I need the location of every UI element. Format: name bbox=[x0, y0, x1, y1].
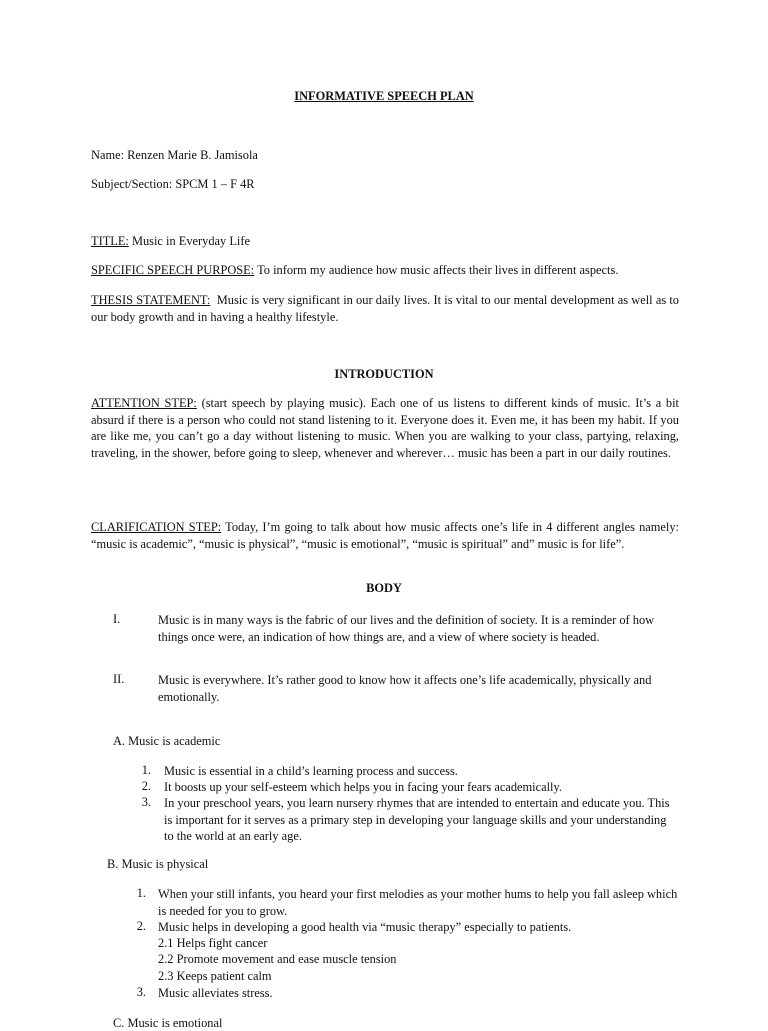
clarification-label: CLARIFICATION STEP: bbox=[91, 520, 222, 534]
attention-paragraph bbox=[91, 395, 679, 461]
body-point-text: Music is everywhere. It’s rather good to know how it affects one’s life academically, physically and emotionally. bbox=[158, 673, 652, 704]
sub-item-text: Helps fight cancer bbox=[176, 936, 268, 950]
attention-label: ATTENTION STEP: bbox=[91, 396, 197, 410]
body-point-number: II. bbox=[113, 672, 125, 686]
list-item-text: When your still infants, you heard your first melodies as your mother hums to help you fall asleep which is needed for you to grow. bbox=[158, 887, 678, 918]
sub-list-item bbox=[158, 952, 397, 967]
section-b-heading: B. Music is physical bbox=[107, 857, 209, 871]
list-item-text: Music helps in developing a good health via “music therapy” especially to patients. bbox=[158, 920, 572, 934]
clarification-paragraph bbox=[91, 519, 679, 552]
sub-list-item bbox=[158, 969, 272, 984]
clarification-value: Today, I’m going to talk about how music affects one’s life in 4 different angles namely: “music is academic”, “music is physical”, “music is emotional”, “music is spiritual” and” music is for life”. bbox=[91, 520, 679, 551]
sub-item-number: 2.3 bbox=[158, 969, 174, 983]
thesis-label: THESIS STATEMENT: bbox=[91, 293, 211, 307]
body-point-number: I. bbox=[113, 612, 121, 626]
list-item-text: It boosts up your self-esteem which helps you in facing your fears academically. bbox=[164, 780, 562, 794]
body-point-text: Music is in many ways is the fabric of our lives and the definition of society. It is a reminder of how things once were, an indication of how things are, and a view of where society is headed. bbox=[158, 613, 655, 644]
title-label: TITLE: bbox=[91, 234, 129, 248]
attention-value: (start speech by playing music). Each one of us listens to different kinds of music. It’s a bit absurd if there is a person who could not stand listening to it. Everyone does it. Even me, it has been my habit. If you are like me, you can’t go a day without listening to music. When you are walking to your class, partying, relaxing, traveling, in the shower, before going to sleep, whenever and wherever… music has been a part in our daily routines. bbox=[91, 396, 679, 460]
title-value: Music in Everyday Life bbox=[131, 234, 250, 248]
document-title: INFORMATIVE SPEECH PLAN bbox=[294, 89, 474, 103]
purpose-value: To inform my audience how music affects their lives in different aspects. bbox=[257, 263, 619, 277]
introduction-heading: INTRODUCTION bbox=[334, 367, 434, 381]
purpose-line bbox=[91, 263, 618, 278]
name-value: Renzen Marie B. Jamisola bbox=[127, 148, 258, 162]
list-item-number: 1. bbox=[136, 886, 146, 900]
list-item-number: 3. bbox=[141, 795, 151, 809]
name-line bbox=[91, 148, 258, 163]
body-heading: BODY bbox=[366, 581, 402, 595]
name-label: Name: bbox=[91, 148, 125, 162]
subject-line bbox=[91, 177, 255, 192]
sub-item-text: Keeps patient calm bbox=[176, 969, 272, 983]
sub-item-text: Promote movement and ease muscle tension bbox=[176, 952, 397, 966]
list-item-text: Music is essential in a child’s learning process and success. bbox=[164, 764, 458, 778]
list-item-text: In your preschool years, you learn nursery rhymes that are intended to entertain and educate you. This is important for it serves as a primary step in developing your language skills and your understanding to the world at an early age. bbox=[164, 796, 670, 844]
subject-value: SPCM 1 – F 4R bbox=[175, 177, 255, 191]
list-item-number: 2. bbox=[141, 779, 151, 793]
purpose-label: SPECIFIC SPEECH PURPOSE: bbox=[91, 263, 255, 277]
sub-item-number: 2.2 bbox=[158, 952, 174, 966]
list-item-number: 1. bbox=[141, 763, 151, 777]
thesis-paragraph bbox=[91, 292, 679, 325]
list-item-number: 3. bbox=[136, 985, 146, 999]
section-c-heading: C. Music is emotional bbox=[113, 1016, 223, 1030]
sub-list-item bbox=[158, 936, 267, 951]
list-item-text: Music alleviates stress. bbox=[158, 986, 273, 1000]
subject-label: Subject/Section: bbox=[91, 177, 173, 191]
title-line bbox=[91, 234, 250, 249]
thesis-value: Music is very significant in our daily lives. It is vital to our mental development as well as to our body growth and in having a healthy lifestyle. bbox=[91, 293, 679, 324]
list-item-number: 2. bbox=[136, 919, 146, 933]
section-a-heading: A. Music is academic bbox=[113, 734, 221, 748]
sub-item-number: 2.1 bbox=[158, 936, 174, 950]
